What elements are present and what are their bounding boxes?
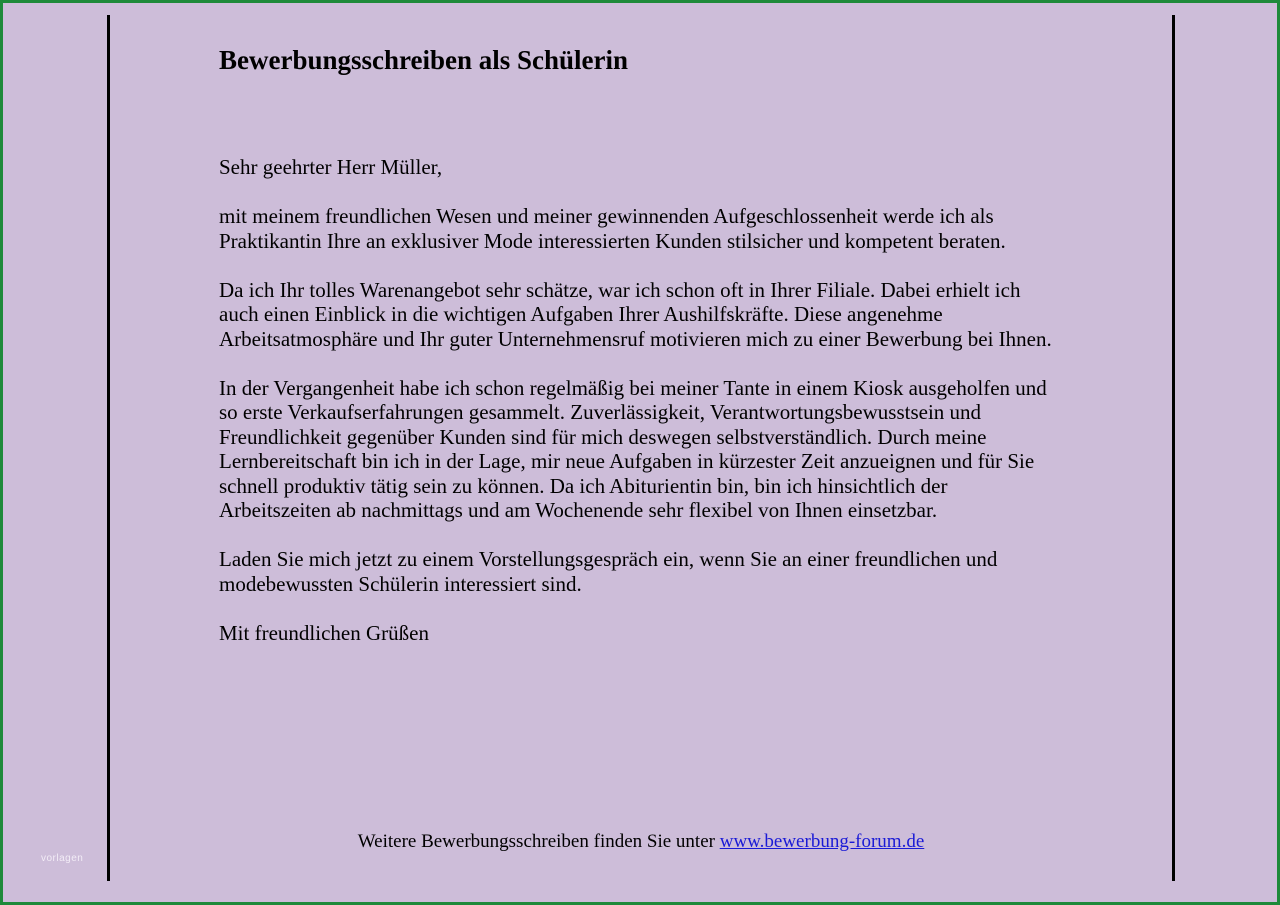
letter-paragraph: mit meinem freundlichen Wesen und meiner gewinnenden Aufgeschlossenheit werde ich als Praktikantin Ihre an exklusiver Mode interessierten Kunden stilsicher und kompetent beraten.: [219, 204, 1006, 253]
right-vertical-rule: [1172, 15, 1175, 881]
letter-salutation: Sehr geehrter Herr Müller,: [219, 155, 443, 179]
footer-note: [110, 831, 1172, 853]
left-vertical-rule: [107, 15, 110, 881]
footer-text: Weitere Bewerbungsschreiben finden Sie unter: [357, 831, 715, 852]
letter-closing: Mit freundlichen Grüßen: [219, 620, 429, 645]
letter-title: Bewerbungsschreiben als Schülerin: [219, 45, 629, 75]
letter-paragraph: In der Vergangenheit habe ich schon regelmäßig bei meiner Tante in einem Kiosk ausgeholfen und so erste Verkaufserfahrungen gesammelt. Zuverlässigkeit, Verantwortungsbewusstsein und Freundlichkeit gegenüber Kunden sind für mich deswegen selbstverständlich. Durch meine Lernbereitschaft bin ich in der Lage, mir neue Aufgaben in kürzester Zeit anzueignen und für Sie schnell produktiv tätig sein zu können. Da ich Abiturientin bin, bin ich hinsichtlich der Arbeitszeiten ab nachmittags und am Wochenende sehr flexibel von Ihnen einsetzbar.: [219, 375, 1047, 522]
footer-link[interactable]: www.bewerbung-forum.de: [719, 831, 925, 852]
letter-paragraph: Da ich Ihr tolles Warenangebot sehr schätze, war ich schon oft in Ihrer Filiale. Dabei erhielt ich auch einen Einblick in die wichtigen Aufgaben Ihrer Aushilfskräfte. Diese angenehme Arbeitsatmosphäre und Ihr guter Unternehmensruf motivieren mich zu einer Bewerbung bei Ihnen.: [219, 277, 1052, 351]
letter-body: [219, 43, 1059, 645]
watermark-text: vorlagen: [41, 853, 84, 864]
letter-paragraph: Laden Sie mich jetzt zu einem Vorstellungsgespräch ein, wenn Sie an einer freundlichen und modebewussten Schülerin interessiert sind.: [219, 547, 998, 596]
